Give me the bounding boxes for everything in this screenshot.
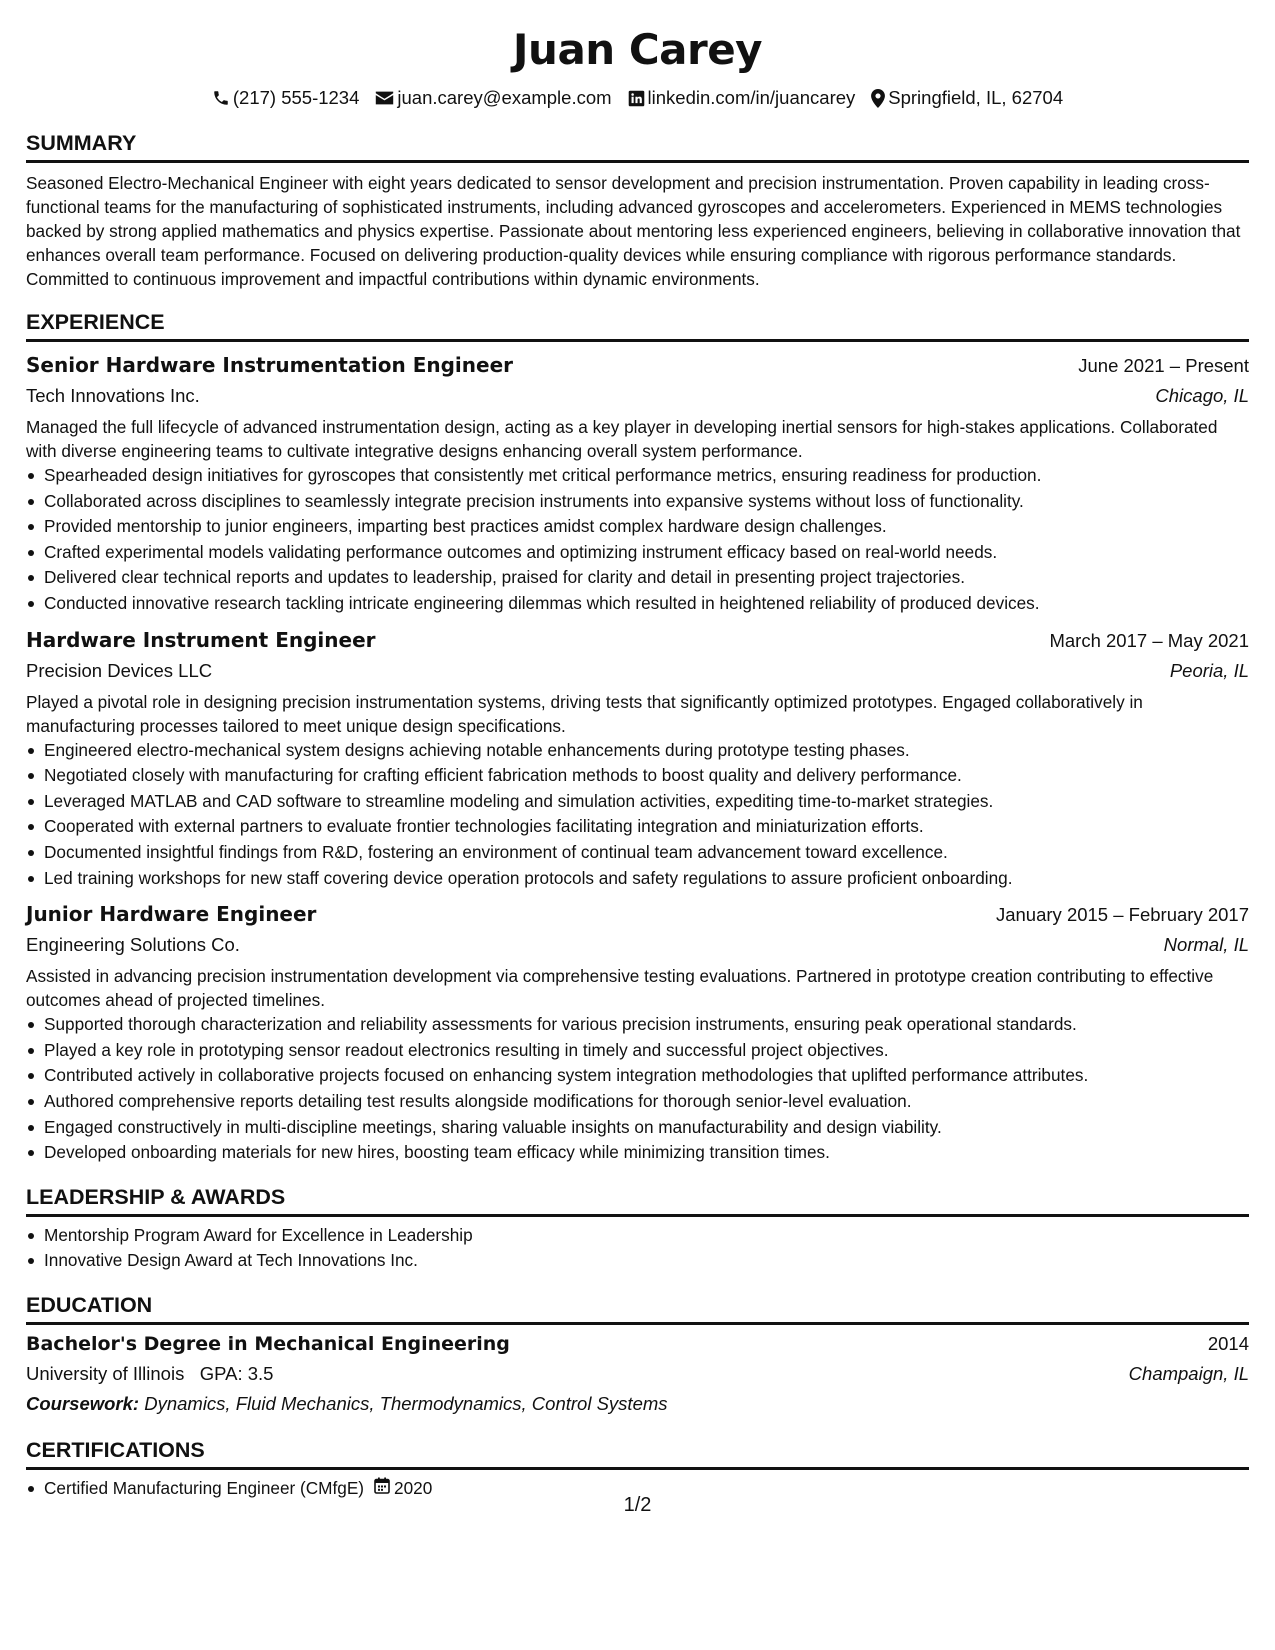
contact-email[interactable] [375,86,611,110]
job-dates: March 2017 – May 2021 [1049,629,1249,651]
company-name: Tech Innovations Inc. [26,385,200,406]
degree-title: Bachelor's Degree in Mechanical Engineering [26,1332,510,1355]
job-location: Peoria, IL [1169,659,1249,681]
section-title-summary: SUMMARY [26,130,1249,163]
list-item: Engineered electro-mechanical system designs achieving notable enhancements during prototype testing phases. [26,738,1249,764]
page-number: 1/2 [623,1494,652,1516]
graduation-year: 2014 [1207,1332,1249,1354]
section-title-experience: EXPERIENCE [26,309,1249,342]
contact-phone [212,86,360,110]
summary-section [26,130,1249,291]
company-name: Precision Devices LLC [26,659,213,681]
job-dates: January 2015 – February 2017 [995,904,1249,926]
job-entry [26,625,1249,892]
awards-section [26,1184,1249,1274]
summary-text: Seasoned Electro-Mechanical Engineer with eight years dedicated to sensor development and precision instrumentation. Proven capability in leading cross-functional teams for the manufacturing of sophisticated instruments, including advanced gyroscopes and accelerometers. Experienced in MEMS technologies backed by strong applied mathematics and physics expertise. Passionate about mentoring less experienced engineers, believing in collaborative innovation that enhances overall team performance. Focused on delivering production-quality devices while ensuring compliance with rigorous performance standards. Committed to continuous improvement and impactful contributions within dynamic environments. [26,173,1241,289]
contact-info [26,86,1249,110]
coursework-list: Dynamics, Fluid Mechanics, Thermodynamics, Control Systems [144,1392,668,1414]
resume-page [26,0,1249,1501]
job-description: Managed the full lifecycle of advanced instrumentation design, acting as a key player in developing inertial sensors for high-stakes applications. Collaborated with diverse engineering teams to cultivate integrative designs enhancing overall system performance. [26,417,1218,461]
job-bullets [26,1012,1249,1166]
list-item: Contributed actively in collaborative projects focused on enhancing system integration methodologies that uplifted performance attributes. [26,1063,1249,1089]
school-name: University of Illinois [26,1362,185,1384]
resume-header [26,22,1249,110]
certification-name: Certified Manufacturing Engineer (CMfgE) [44,1477,365,1498]
job-entry [26,899,1249,1166]
list-item: Authored comprehensive reports detailing test results alongside modifications for thorough senior-level evaluation. [26,1089,1249,1115]
job-dates: June 2021 – Present [1078,355,1249,376]
list-item: Leveraged MATLAB and CAD software to streamline modeling and simulation activities, expediting time-to-market strategies. [26,789,1249,815]
job-title: Hardware Instrument Engineer [26,627,376,652]
awards-list [26,1223,1249,1274]
list-item: Played a key role in prototyping sensor readout electronics resulting in timely and successful project objectives. [26,1038,1249,1064]
experience-section [26,309,1249,1166]
list-item: Crafted experimental models validating performance outcomes and optimizing instrument efficacy based on real-world needs. [26,540,1249,566]
job-location: Chicago, IL [1155,385,1249,406]
list-item: Innovative Design Award at Tech Innovations Inc. [26,1248,1249,1274]
job-description: Assisted in advancing precision instrumentation development via comprehensive testing evaluations. Partnered in prototype creation contributing to effective outcomes ahead of projected timelines. [26,966,1214,1011]
section-title-awards: LEADERSHIP & AWARDS [26,1184,1249,1217]
job-bullets [26,463,1249,617]
list-item: Mentorship Program Award for Excellence in Leadership [26,1223,1249,1249]
phone-icon [212,89,230,107]
location-text: Springfield, IL, 62704 [888,87,1064,108]
candidate-name: Juan Carey [512,25,763,74]
list-item: Delivered clear technical reports and updates to leadership, praised for clarity and detail in presenting project trajectories. [26,565,1249,591]
list-item: Cooperated with external partners to evaluate frontier technologies facilitating integration and miniaturization efforts. [26,814,1249,840]
job-location: Normal, IL [1163,934,1249,956]
job-entry [26,350,1249,617]
gpa-text: GPA: 3.5 [199,1362,274,1384]
job-title: Senior Hardware Instrumentation Engineer [26,353,514,377]
list-item: Developed onboarding materials for new hires, boosting team efficacy while minimizing transition times. [26,1140,1249,1166]
contact-location [871,86,1063,110]
education-entry [26,1329,1249,1419]
school-info [26,1359,273,1389]
phone-number: (217) 555-1234 [232,87,360,108]
coursework-line [26,1389,1249,1419]
job-bullets [26,738,1249,892]
list-item: Collaborated across disciplines to seamlessly integrate precision instruments into expansive systems without loss of functionality. [26,489,1249,515]
certification-year: 2020 [394,1477,433,1498]
coursework-label: Coursework: [26,1392,140,1414]
list-item: Led training workshops for new staff covering device operation protocols and safety regulations to assure proficient onboarding. [26,866,1249,892]
list-item: Engaged constructively in multi-discipline meetings, sharing valuable insights on manufacturability and design viability. [26,1115,1249,1141]
map-marker-icon [871,89,885,108]
company-name: Engineering Solutions Co. [26,934,240,956]
list-item: Documented insightful findings from R&D, fostering an environment of continual team advancement toward excellence. [26,840,1249,866]
section-title-education: EDUCATION [26,1292,1249,1325]
linkedin-icon [628,90,645,107]
list-item: Negotiated closely with manufacturing for crafting efficient fabrication methods to boost quality and delivery performance. [26,763,1249,789]
envelope-icon [375,90,394,106]
education-section [26,1292,1249,1419]
list-item: Spearheaded design initiatives for gyroscopes that consistently met critical performance metrics, ensuring readiness for production. [26,463,1249,489]
job-title: Junior Hardware Engineer [26,902,317,927]
job-description: Played a pivotal role in designing precision instrumentation systems, driving tests that significantly optimized prototypes. Engaged collaboratively in manufacturing processes tailored to meet unique design specifications. [26,691,1143,736]
school-location: Champaign, IL [1128,1362,1249,1384]
list-item: Provided mentorship to junior engineers, imparting best practices amidst complex hardware design challenges. [26,514,1249,540]
contact-linkedin[interactable] [628,86,856,110]
linkedin-url[interactable]: linkedin.com/in/juancarey [647,87,856,108]
list-item: Supported thorough characterization and reliability assessments for various precision instruments, ensuring peak operational standards. [26,1012,1249,1038]
list-item: Conducted innovative research tackling intricate engineering dilemmas which resulted in heightened reliability of produced devices. [26,591,1249,617]
email-address[interactable]: juan.carey@example.com [397,87,612,108]
section-title-certifications: CERTIFICATIONS [26,1437,1249,1470]
